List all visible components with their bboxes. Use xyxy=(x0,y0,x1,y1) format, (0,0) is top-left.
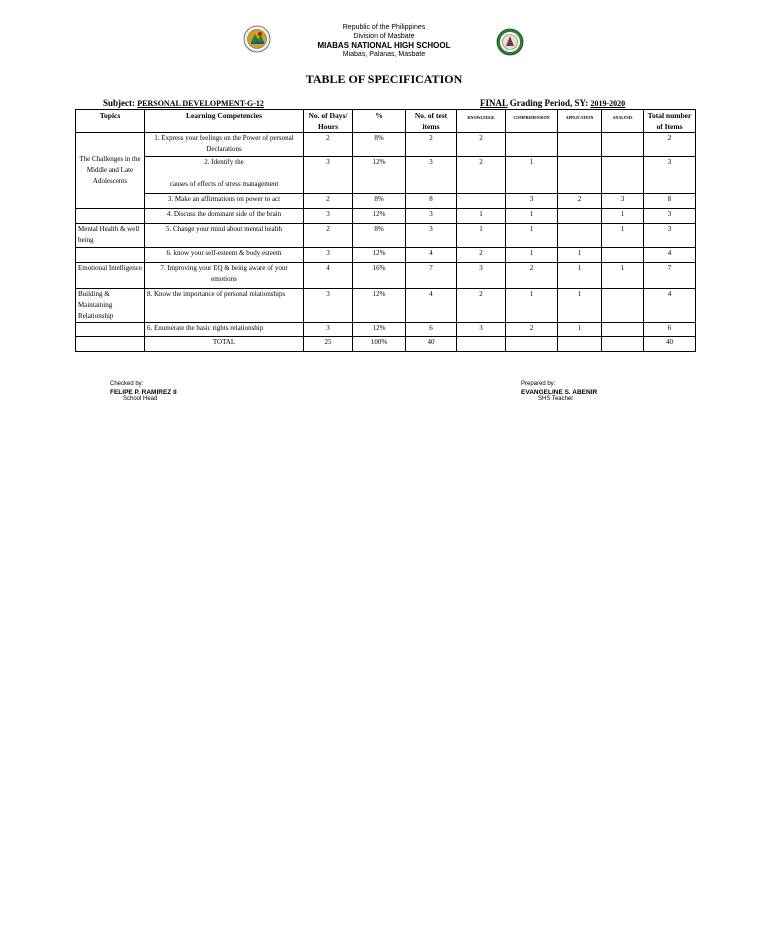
comprehension-cell: 1 xyxy=(506,224,558,248)
subject-value: PERSONAL DEVELOPMENT-G-12 xyxy=(137,99,264,108)
days-cell: 3 xyxy=(304,289,353,323)
col-items-a: No. of test xyxy=(414,111,448,120)
knowledge-cell: 3 xyxy=(457,263,506,289)
knowledge-cell: 1 xyxy=(457,209,506,224)
topic-empty xyxy=(76,337,145,352)
percent-cell: 16% xyxy=(353,263,406,289)
comprehension-cell xyxy=(506,133,558,157)
analysis-cell: 3 xyxy=(602,194,644,209)
letterhead xyxy=(0,24,768,60)
items-cell: 3 xyxy=(406,224,457,248)
items-cell: 4 xyxy=(406,248,457,263)
school-name: MIABAS NATIONAL HIGH SCHOOL xyxy=(317,41,451,50)
col-days-b: Hours xyxy=(317,122,338,131)
competency: 5. Change your mind about mental health xyxy=(145,224,304,248)
competency: 6. know your self-esteem & body esteem xyxy=(145,248,304,263)
application-cell xyxy=(558,133,602,157)
table-row xyxy=(76,248,696,263)
col-analysis: ANALYSIS xyxy=(602,110,644,133)
comprehension-cell: 1 xyxy=(506,248,558,263)
topic-empty xyxy=(76,209,145,224)
competency: 8. Know the importance of personal relationships xyxy=(145,289,304,323)
topic-empty xyxy=(76,323,145,337)
grading-sy: 2019-2020 xyxy=(590,99,626,108)
analysis-cell: 1 xyxy=(602,209,644,224)
analysis-cell xyxy=(602,248,644,263)
col-comprehension: COMPREHENSION xyxy=(506,110,558,133)
application-cell xyxy=(558,224,602,248)
total-cell: 6 xyxy=(644,323,696,337)
items-cell: 8 xyxy=(406,194,457,209)
total-cell: 2 xyxy=(644,133,696,157)
total-cell: 3 xyxy=(644,209,696,224)
days-cell: 2 xyxy=(304,133,353,157)
days-cell: 3 xyxy=(304,209,353,224)
comprehension-cell xyxy=(506,337,558,352)
competency-part-a: 2. Identify the xyxy=(204,158,244,166)
percent-cell: 12% xyxy=(353,209,406,224)
prepared-by-block xyxy=(521,381,597,404)
days-cell: 3 xyxy=(304,248,353,263)
total-cell: 7 xyxy=(644,263,696,289)
analysis-cell xyxy=(602,323,644,337)
grading-label: Grading Period, SY: xyxy=(509,98,589,108)
analysis-cell: 1 xyxy=(602,224,644,248)
col-percent: % xyxy=(353,110,406,133)
subject-line xyxy=(103,98,264,108)
prepared-by-name: EVANGELINE S. ABENIR xyxy=(521,388,598,396)
application-cell xyxy=(558,337,602,352)
knowledge-cell xyxy=(457,194,506,209)
prepared-by-role: SHS Teacher xyxy=(538,396,574,402)
knowledge-cell: 2 xyxy=(457,133,506,157)
comprehension-cell: 3 xyxy=(506,194,558,209)
table-row xyxy=(76,157,696,194)
col-days xyxy=(304,110,353,133)
application-cell: 1 xyxy=(558,263,602,289)
subject-label: Subject: xyxy=(103,98,135,108)
table-row xyxy=(76,209,696,224)
competency: 7. Improving your EQ & being aware of your emotions xyxy=(145,263,304,289)
percent-cell: 12% xyxy=(353,289,406,323)
table-row xyxy=(76,263,696,289)
total-cell: 8 xyxy=(644,194,696,209)
col-topics: Topics xyxy=(76,110,145,133)
col-total xyxy=(644,110,696,133)
total-cell: 3 xyxy=(644,157,696,194)
table-row xyxy=(76,224,696,248)
topic-challenges: The Challenges in the Middle and Late Adolescents xyxy=(76,133,145,209)
specification-table xyxy=(75,109,696,352)
checked-by-block xyxy=(110,381,177,404)
knowledge-cell: 3 xyxy=(457,323,506,337)
checked-by-label: Checked by: xyxy=(110,381,144,387)
table-header-row xyxy=(76,110,696,133)
division-line: Division of Masbate xyxy=(353,32,415,40)
knowledge-cell: 2 xyxy=(457,157,506,194)
comprehension-cell: 1 xyxy=(506,209,558,224)
page-title: TABLE OF SPECIFICATION xyxy=(305,72,463,86)
competency: 3. Make an affirmations on power to act xyxy=(145,194,304,209)
total-days: 25 xyxy=(304,337,353,352)
comprehension-cell: 2 xyxy=(506,263,558,289)
topic-mental-health: Mental Health & well being xyxy=(76,224,145,248)
application-cell xyxy=(558,157,602,194)
days-cell: 3 xyxy=(304,323,353,337)
total-cell: 4 xyxy=(644,248,696,263)
days-cell: 2 xyxy=(304,194,353,209)
percent-cell: 8% xyxy=(353,224,406,248)
comprehension-cell: 1 xyxy=(506,157,558,194)
total-cell: 4 xyxy=(644,289,696,323)
checked-by-role: School Head xyxy=(123,396,158,402)
analysis-cell xyxy=(602,157,644,194)
items-cell: 6 xyxy=(406,323,457,337)
col-total-b: of Items xyxy=(656,122,683,131)
grading-line xyxy=(480,98,625,108)
total-cell: 3 xyxy=(644,224,696,248)
col-competencies: Learning Competencies xyxy=(145,110,304,133)
total-label: TOTAL xyxy=(145,337,304,352)
application-cell: 1 xyxy=(558,323,602,337)
table-row xyxy=(76,194,696,209)
days-cell: 4 xyxy=(304,263,353,289)
comprehension-cell: 2 xyxy=(506,323,558,337)
application-cell: 1 xyxy=(558,289,602,323)
analysis-cell xyxy=(602,337,644,352)
col-items xyxy=(406,110,457,133)
competency: 1. Express your feelings on the Power of personal Declarations xyxy=(145,133,304,157)
col-application: APPLICATION xyxy=(558,110,602,133)
percent-cell: 12% xyxy=(353,157,406,194)
days-cell: 2 xyxy=(304,224,353,248)
percent-cell: 8% xyxy=(353,194,406,209)
analysis-cell xyxy=(602,133,644,157)
competency xyxy=(145,157,304,194)
knowledge-cell xyxy=(457,337,506,352)
competency: 6. Enumerate the basic rights relationship xyxy=(145,323,304,337)
percent-cell: 12% xyxy=(353,323,406,337)
application-cell: 2 xyxy=(558,194,602,209)
items-cell: 7 xyxy=(406,263,457,289)
table-row xyxy=(76,323,696,337)
table-row xyxy=(76,289,696,323)
total-row xyxy=(76,337,696,352)
grading-final: FINAL xyxy=(480,98,508,108)
comprehension-cell: 1 xyxy=(506,289,558,323)
col-knowledge: KNOWLEDGE xyxy=(457,110,506,133)
knowledge-cell: 2 xyxy=(457,248,506,263)
total-items: 40 xyxy=(406,337,457,352)
topic-empty xyxy=(76,248,145,263)
application-cell: 1 xyxy=(558,248,602,263)
col-total-a: Total number xyxy=(647,111,692,120)
items-cell: 4 xyxy=(406,289,457,323)
topic-emotional-intelligence: Emotional Intelligence xyxy=(76,263,145,289)
total-percent: 100% xyxy=(353,337,406,352)
analysis-cell xyxy=(602,289,644,323)
republic-line: Republic of the Philippines xyxy=(342,24,426,31)
prepared-by-label: Prepared by: xyxy=(521,381,556,387)
knowledge-cell: 1 xyxy=(457,224,506,248)
col-items-b: items xyxy=(422,122,440,131)
checked-by-name: FELIPE P. RAMIREZ II xyxy=(110,388,177,396)
percent-cell: 8% xyxy=(353,133,406,157)
items-cell: 3 xyxy=(406,209,457,224)
percent-cell: 12% xyxy=(353,248,406,263)
topic-building-relationship: Building & Maintaining Relationship xyxy=(76,289,145,323)
table-row xyxy=(76,133,696,157)
school-address: Miabas, Palanas, Masbate xyxy=(342,51,426,58)
knowledge-cell: 2 xyxy=(457,289,506,323)
competency: 4. Discuss the dominant side of the brain xyxy=(145,209,304,224)
items-cell: 3 xyxy=(406,157,457,194)
items-cell: 2 xyxy=(406,133,457,157)
analysis-cell: 1 xyxy=(602,263,644,289)
application-cell xyxy=(558,209,602,224)
competency-part-b: causes of effects of stress management xyxy=(169,180,279,188)
days-cell: 3 xyxy=(304,157,353,194)
grand-total: 40 xyxy=(644,337,696,352)
col-days-a: No. of Days/ xyxy=(308,111,348,120)
